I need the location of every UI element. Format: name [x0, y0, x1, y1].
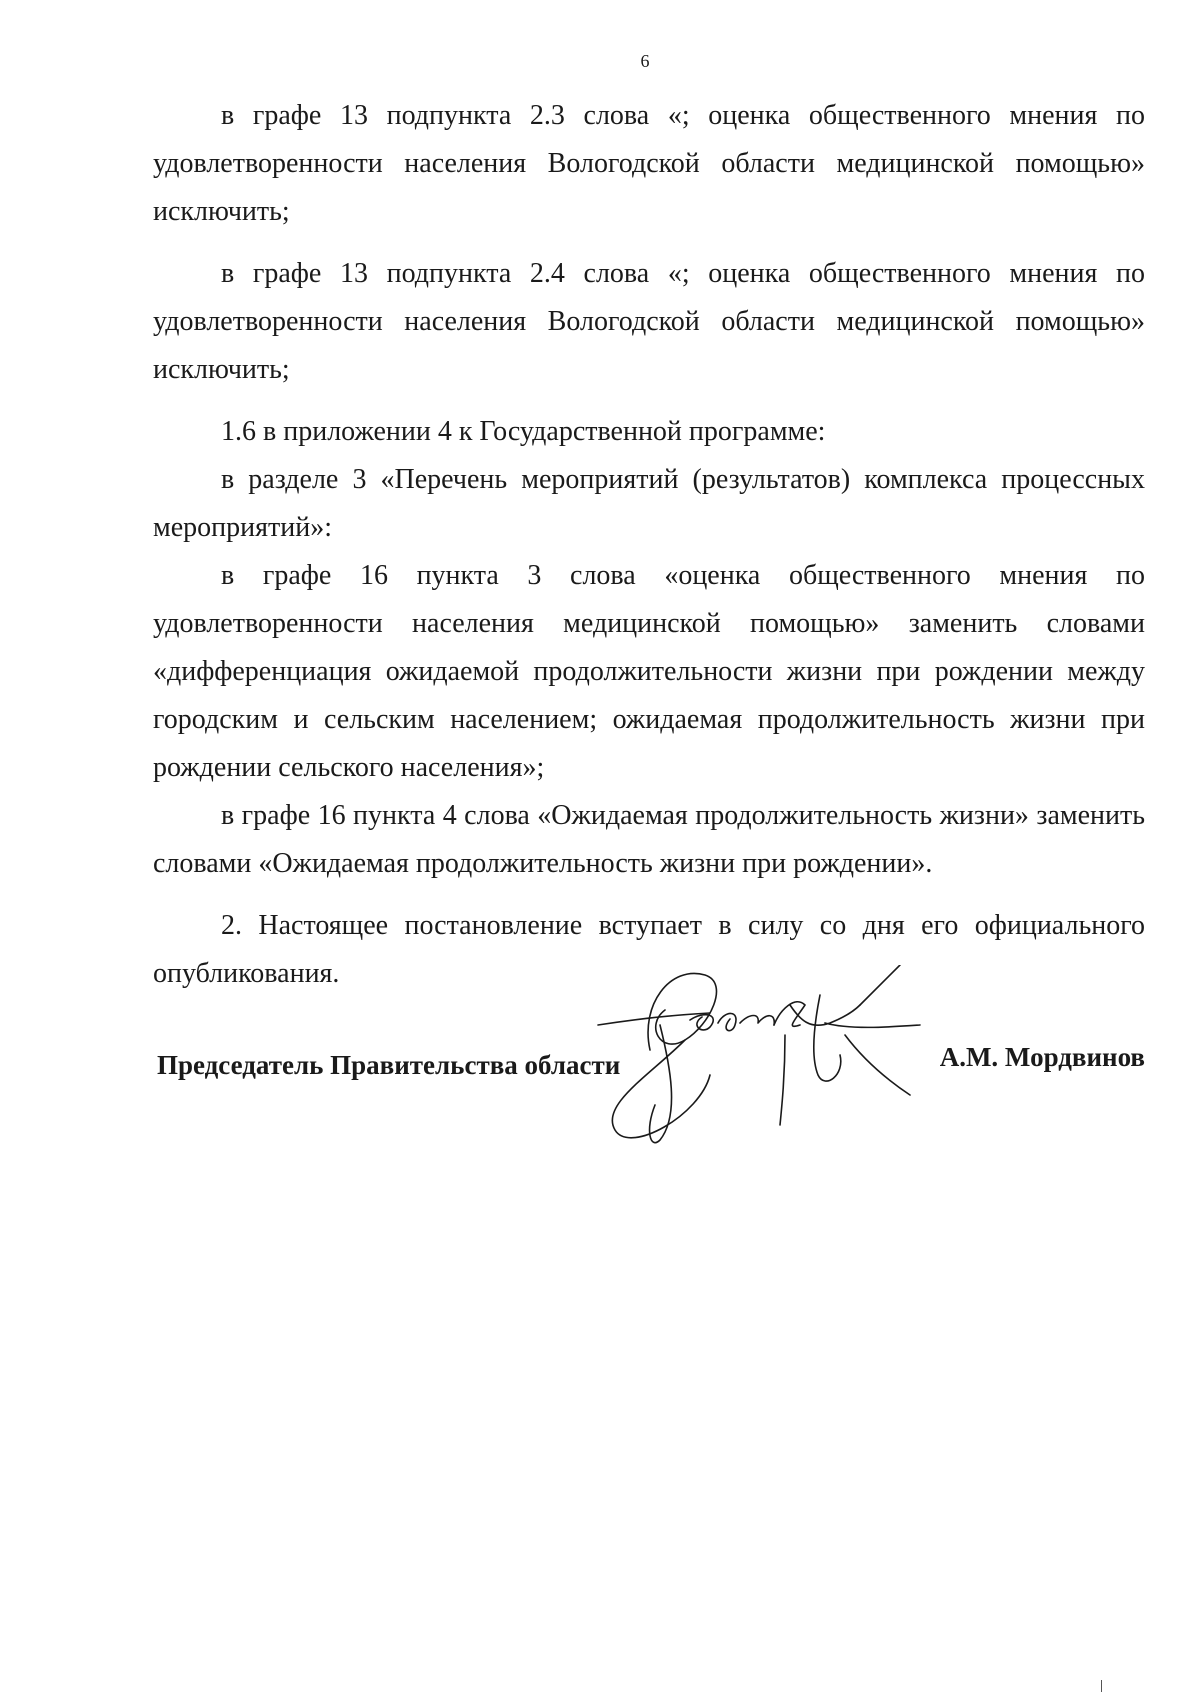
paragraph-amend-2-4: в графе 13 подпункта 2.4 слова «; оценка общественного мнения по удовлетворенности населения Вологодской области медицинской помощью» исключить; [153, 258, 1145, 385]
paragraph-effective-date: 2. Настоящее постановление вступает в силу со дня его официального опубликования. [153, 910, 1145, 989]
scan-margin-mark [1101, 1680, 1102, 1692]
paragraph-column-16-item-3: в графе 16 пункта 3 слова «оценка общественного мнения по удовлетворенности населения медицинской помощью» заменить словами «дифференциация ожидаемой продолжительности жизни при рождении между городским и сельским населением; ожидаемая продолжительность жизни при рождении сельского населения»; [153, 560, 1145, 783]
paragraph-amend-2-3: в графе 13 подпункта 2.3 слова «; оценка общественного мнения по удовлетворенности населения Вологодской области медицинской помощью» исключить; [153, 100, 1145, 227]
paragraph-section-3: в разделе 3 «Перечень мероприятий (результатов) комплекса процессных мероприятий»: [153, 464, 1145, 543]
signer-name: А.М. Мордвинов [939, 1042, 1145, 1072]
paragraph-item-1-6: 1.6 в приложении 4 к Государственной программе: [221, 416, 826, 447]
paragraph-column-16-item-4: в графе 16 пункта 4 слова «Ожидаемая продолжительность жизни» заменить словами «Ожидаемая продолжительность жизни при рождении». [153, 800, 1145, 879]
page-number: 6 [640, 51, 650, 71]
signer-position: Председатель Правительства области [157, 1050, 621, 1080]
document-body [153, 92, 1145, 998]
handwritten-signature [590, 965, 960, 1185]
